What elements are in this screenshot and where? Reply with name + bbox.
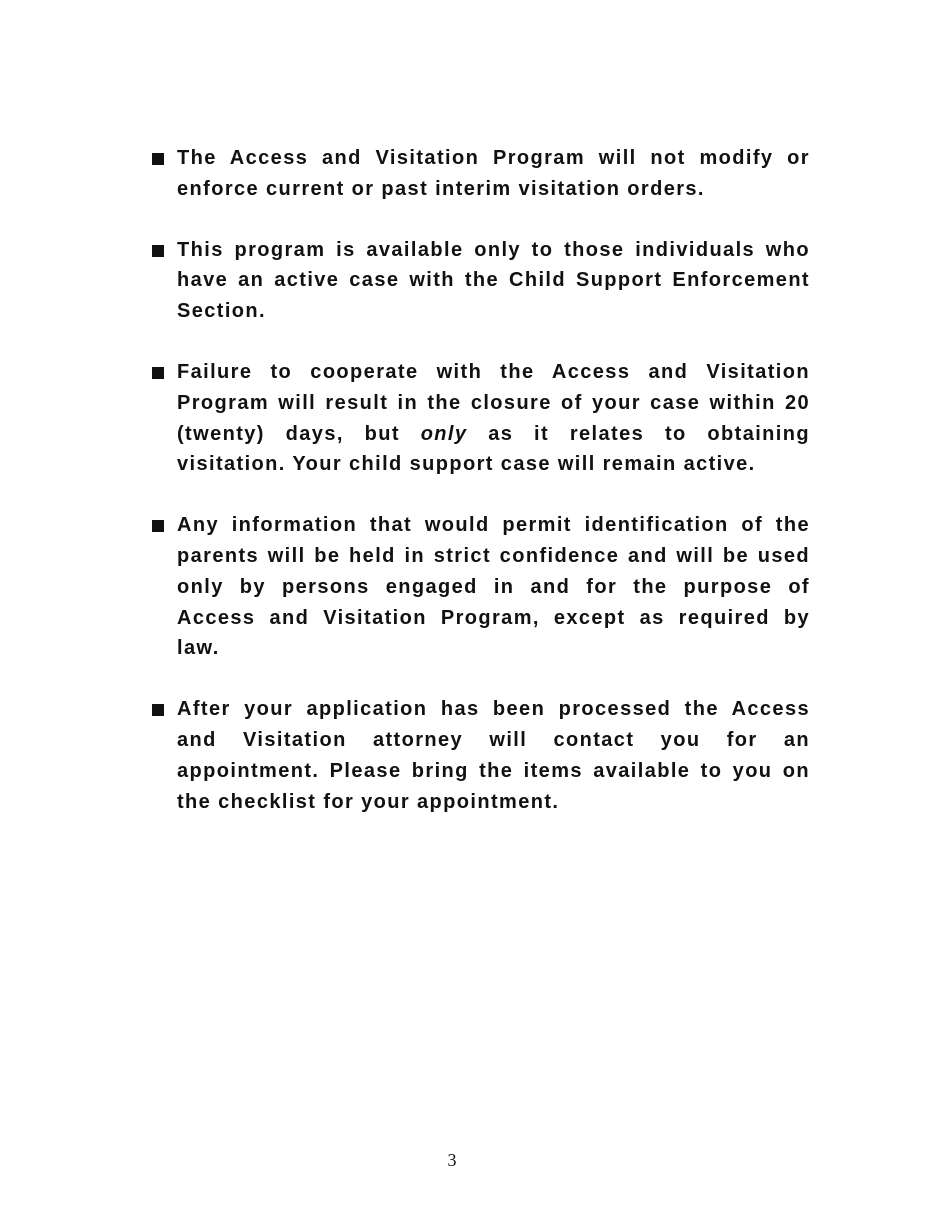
square-bullet-icon xyxy=(152,153,164,165)
bullet-text: The Access and Visitation Program will not modify or enforce current or past interim visitation orders. xyxy=(177,147,810,200)
bullet-item-eligibility xyxy=(150,235,810,327)
bullet-list xyxy=(150,143,810,847)
bullet-text xyxy=(177,357,810,480)
bullet-text-part: Failure to cooperate with the Access and Visitation Program will result in the closure of your case within 20 (twenty) days, but xyxy=(177,360,810,445)
bullet-text: After your application has been processed the Access and Visitation attorney will contact you for an appointment. Please bring the items available to you on the checklist for your appointment. xyxy=(177,698,810,813)
square-bullet-icon xyxy=(152,520,164,532)
bullet-item-confidentiality xyxy=(150,510,810,664)
square-bullet-icon xyxy=(152,704,164,716)
bullet-item-appointment xyxy=(150,694,810,817)
bullet-text: Any information that would permit identification of the parents will be held in strict confidence and will be used only by persons engaged in and for the purpose of Access and Visitation Program, except as required by law. xyxy=(177,514,810,660)
square-bullet-icon xyxy=(152,367,164,379)
emphasis-text: only xyxy=(420,422,468,445)
square-bullet-icon xyxy=(152,245,164,257)
bullet-item-visitation-orders xyxy=(150,143,810,205)
bullet-text: This program is available only to those individuals who have an active case with the Child Support Enforcement Section. xyxy=(177,238,810,323)
page-number: 3 xyxy=(447,1150,457,1170)
bullet-text-part: as it relates to obtaining visitation. Your child support case will remain active. xyxy=(177,422,810,476)
bullet-item-cooperation xyxy=(150,357,810,480)
